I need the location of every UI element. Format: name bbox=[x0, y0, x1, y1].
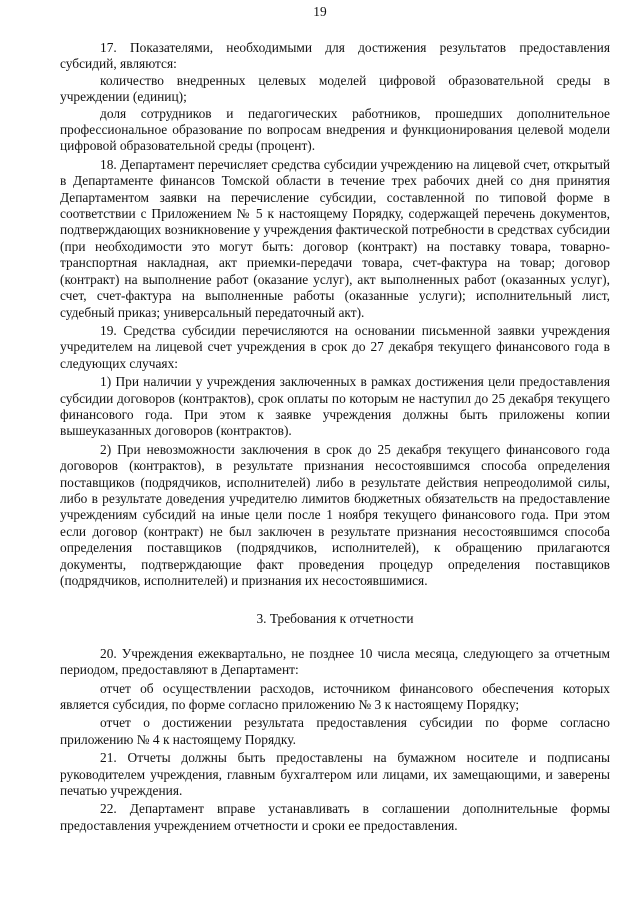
paragraph-17: 17. Показателями, необходимыми для достижения результатов предоставления субсидий, являются: bbox=[60, 40, 610, 72]
section-heading: 3. Требования к отчетности bbox=[256, 611, 414, 627]
paragraph-20-item-1: отчет об осуществлении расходов, источником финансового обеспечения которых является субсидия, по форме согласно приложению № 3 к настоящему Порядку; bbox=[60, 680, 610, 713]
page-number: 19 bbox=[313, 4, 327, 19]
paragraph-20: 20. Учреждения ежеквартально, не позднее 10 числа месяца, следующего за отчетным периодом, предоставляют в Департамент: bbox=[60, 645, 610, 678]
paragraph-19-item-2: 2) При невозможности заключения в срок до 25 декабря текущего финансового года договоров (контрактов), в результате признания несостоявшимся способа определения поставщиков (подрядчиков, исполнителей) либо в результате действия непреодолимой силы, либо в результате доведения учредителю лимитов бюджетных обязательств на предоставление учреждениям субсидий на иные цели после 1 ноября текущего финансового года. При этом если договор (контракт) не был заключен в результате признания несостоявшимся способа определения поставщиков (подрядчиков, исполнителей), к обращению прилагаются документы, подтверждающие факт проведения процедур определения поставщиков (подрядчиков, исполнителей) и признания их несостоявшимися. bbox=[60, 441, 610, 588]
paragraph-19-item-1: 1) При наличии у учреждения заключенных в рамках достижения цели предоставления субсидии договоров (контрактов), срок оплаты по которым не наступил до 25 декабря текущего финансового года. При этом к заявке учреждения должны быть приложены копии вышеуказанных договоров (контрактов). bbox=[60, 374, 610, 439]
paragraph-20-item-2: отчет о достижении результата предоставления субсидии по форме согласно приложению № 4 к настоящему Порядку. bbox=[60, 715, 610, 747]
paragraph-17-item-2: доля сотрудников и педагогических работников, прошедших дополнительное профессиональное образование по вопросам внедрения и функционирования целевой модели цифровой образовательной среды (процент). bbox=[60, 105, 610, 154]
paragraph-21: 21. Отчеты должны быть предоставлены на бумажном носителе и подписаны руководителем учреждения, главным бухгалтером или лицами, их замещающими, и заверены печатью учреждения. bbox=[60, 750, 610, 799]
paragraph-22: 22. Департамент вправе устанавливать в соглашении дополнительные формы предоставления учреждением отчетности и сроки ее предоставления. bbox=[60, 801, 610, 833]
paragraph-19: 19. Средства субсидии перечисляются на основании письменной заявки учреждения учредителем на лицевой счет учреждения в срок до 27 декабря текущего финансового года в следующих случаях: bbox=[60, 322, 610, 371]
paragraph-18: 18. Департамент перечисляет средства субсидии учреждению на лицевой счет, открытый в Департаменте финансов Томской области в течение трех рабочих дней со дня принятия Департаментом заявки на перечисление субсидии, составленной по типовой форме в соответствии с Приложением № 5 к настоящему Порядку, содержащей перечень документов, подтверждающих возникновение у учреждения фактической потребности в средствах субсидии (при необходимости это могут быть: договор (контракт) на поставку товара, товарно-транспортная накладная, акт приемки-передачи товара, счет-фактура на товар; договор (контракт) на выполнение работ (оказание услуг), акт выполненных работ (оказанных услуг), счет, счет-фактура на выполненные работы (оказанные услуги); исполнительный лист, судебный приказ; универсальный передаточный акт). bbox=[60, 156, 610, 320]
paragraph-17-item-1: количество внедренных целевых моделей цифровой образовательной среды в учреждении (единиц); bbox=[60, 72, 610, 105]
document-body bbox=[60, 40, 610, 834]
